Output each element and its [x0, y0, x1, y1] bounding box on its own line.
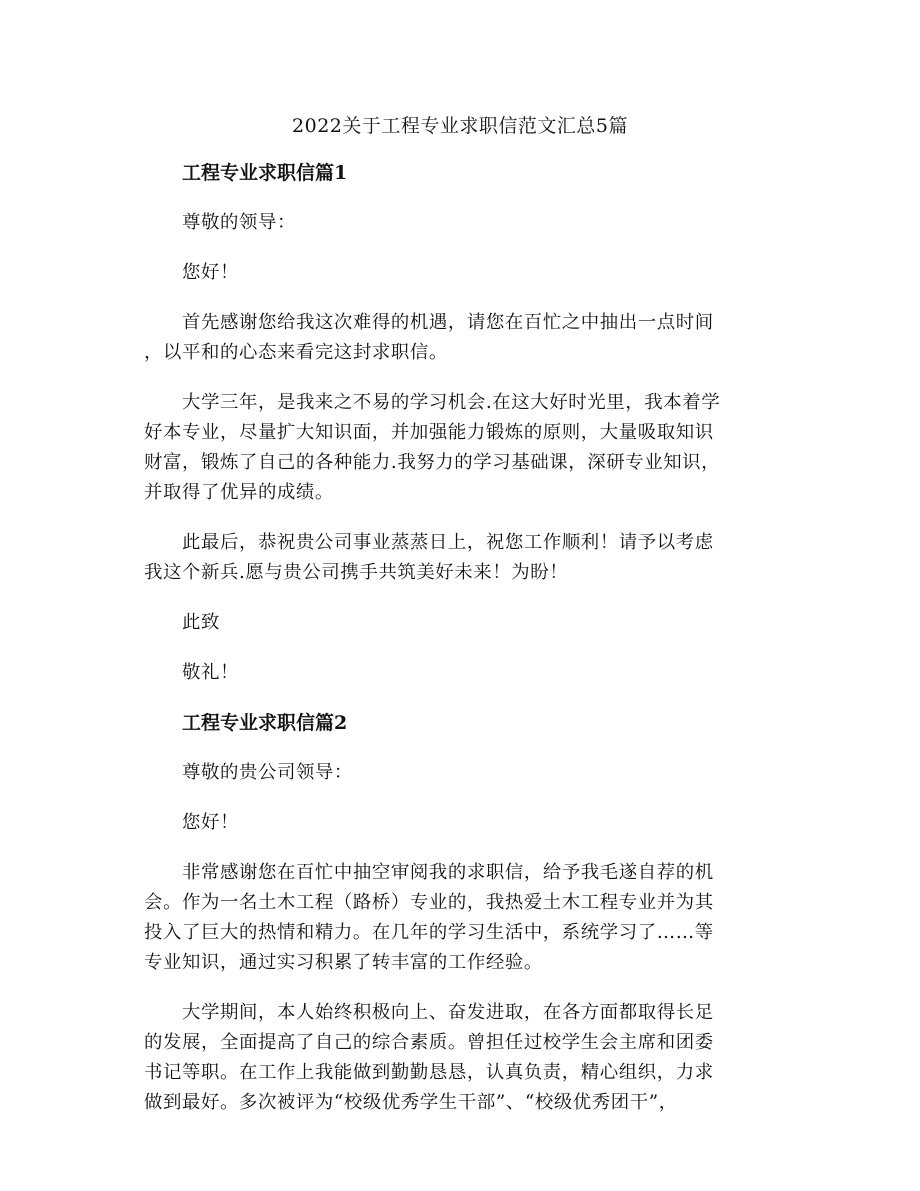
section1-greeting: 您好！ [182, 262, 239, 283]
paragraph-line: 投入了巨大的热情和精力。在几年的学习生活中，系统学习了……等 [144, 922, 714, 943]
paragraph-line: 首先感谢您给我这次难得的机遇，请您在百忙之中抽出一点时间 [182, 312, 714, 333]
paragraph-line: 会。作为一名土木工程（路桥）专业的，我热爱土木工程专业并为其 [144, 892, 714, 913]
paragraph-line: 书记等职。在工作上我能做到勤勤恳恳，认真负责，精心组织，力求 [144, 1062, 714, 1083]
section2-salutation: 尊敬的贵公司领导： [182, 762, 353, 783]
paragraph-line: 财富，锻炼了自己的各种能力.我努力的学习基础课，深研专业知识， [144, 452, 721, 473]
section1-heading: 工程专业求职信篇1 [182, 162, 348, 184]
paragraph-line: 大学三年，是我来之不易的学习机会.在这大好时光里，我本着学 [182, 392, 721, 413]
section1-closing-1: 此致 [182, 612, 220, 633]
paragraph-line: 大学期间，本人始终积极向上、奋发进取，在各方面都取得长足 [182, 1002, 714, 1023]
section1-closing-2: 敬礼！ [182, 662, 239, 683]
section2-heading: 工程专业求职信篇2 [182, 712, 348, 734]
section1-paragraph-3 [144, 528, 782, 588]
paragraph-line: 非常感谢您在百忙中抽空审阅我的求职信，给予我毛遂自荐的机 [182, 862, 714, 883]
section1-paragraph-1 [144, 308, 782, 368]
paragraph-line: 我这个新兵.愿与贵公司携手共筑美好未来！为盼！ [144, 562, 569, 583]
paragraph-line: 的发展，全面提高了自己的综合素质。曾担任过校学生会主席和团委 [144, 1032, 714, 1053]
section1-paragraph-2 [144, 388, 782, 508]
section2-greeting: 您好！ [182, 812, 239, 833]
paragraph-line: 并取得了优异的成绩。 [144, 482, 334, 503]
paragraph-line: 做到最好。多次被评为“校级优秀学生干部”、“校级优秀团干”， [144, 1092, 678, 1113]
paragraph-line: ，以平和的心态来看完这封求职信。 [144, 342, 448, 363]
section1-salutation: 尊敬的领导： [182, 212, 296, 233]
section2-paragraph-1 [144, 858, 782, 978]
paragraph-line: 专业知识，通过实习积累了转丰富的工作经验。 [144, 952, 543, 973]
paragraph-line: 好本专业，尽量扩大知识面，并加强能力锻炼的原则，大量吸取知识 [144, 422, 714, 443]
paragraph-line: 此最后，恭祝贵公司事业蒸蒸日上，祝您工作顺利！请予以考虑 [182, 532, 714, 553]
section2-paragraph-2 [144, 998, 782, 1118]
document-title: 2022关于工程专业求职信范文汇总5篇 [292, 115, 628, 137]
document-body [144, 158, 782, 1138]
